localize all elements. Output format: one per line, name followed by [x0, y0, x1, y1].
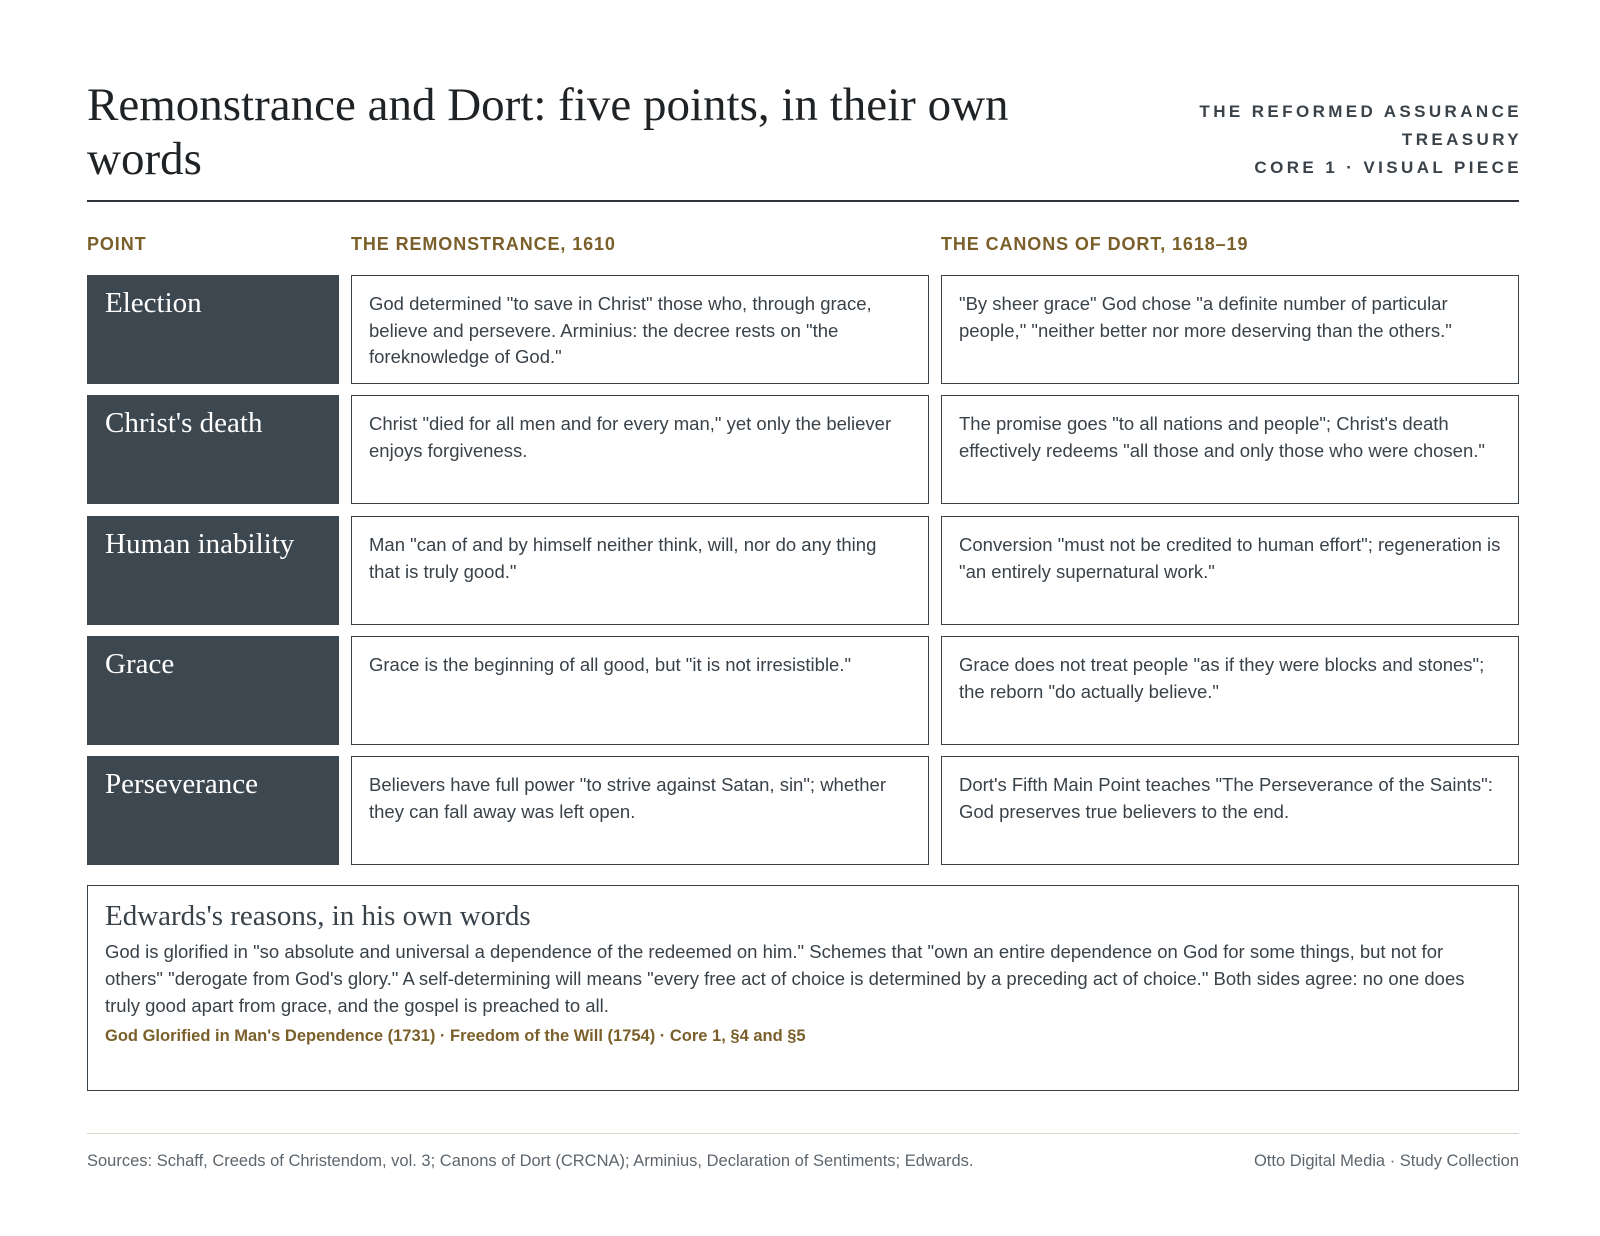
remonstrance-cell: Grace is the beginning of all good, but "it is not irresistible."	[351, 636, 929, 745]
dort-cell: Grace does not treat people "as if they were blocks and stones"; the reborn "do actually believe."	[941, 636, 1519, 745]
point-label: Christ's death	[105, 407, 263, 439]
point-cell	[87, 395, 339, 504]
remonstrance-cell: Man "can of and by himself neither think, will, nor do any thing that is truly good."	[351, 516, 929, 625]
brand-block	[1099, 98, 1522, 182]
point-label: Election	[105, 287, 202, 319]
point-label: Grace	[105, 648, 175, 680]
edwards-summary-box	[87, 885, 1519, 1091]
comparison-row-christs-death	[87, 395, 1519, 504]
page-header	[87, 72, 1522, 202]
edwards-body: God is glorified in "so absolute and universal a dependence of the redeemed on him." Schemes that "own an entire dependence on God for some things, but not for others" "derogate from God's glory." A self-determining will means "every free act of choice is determined by a preceding act of choice." Both sides agree: no one does truly good apart from grace, and the gospel is preached to all.	[105, 941, 1465, 1016]
point-label: Human inability	[105, 528, 295, 560]
brand-name-line-2: TREASURY	[1401, 130, 1522, 149]
edwards-title: Edwards's reasons, in his own words	[105, 900, 531, 932]
comparison-row-human-inability	[87, 516, 1519, 625]
page	[87, 0, 1522, 1236]
brand-name-line-1: THE REFORMED ASSURANCE	[1199, 102, 1522, 121]
column-header-dort: THE CANONS OF DORT, 1618–19	[941, 234, 1249, 254]
column-header-remonstrance: THE REMONSTRANCE, 1610	[351, 234, 616, 254]
footer-divider	[87, 1133, 1519, 1134]
dort-cell: Dort's Fifth Main Point teaches "The Perseverance of the Saints": God preserves true believers to the end.	[941, 756, 1519, 865]
remonstrance-cell: God determined "to save in Christ" those who, through grace, believe and persevere. Arminius: the decree rests on "the foreknowledge of God."	[351, 275, 929, 384]
point-cell	[87, 756, 339, 865]
dort-cell: Conversion "must not be credited to human effort"; regeneration is "an entirely supernatural work."	[941, 516, 1519, 625]
remonstrance-cell: Christ "died for all men and for every man," yet only the believer enjoys forgiveness.	[351, 395, 929, 504]
remonstrance-cell: Believers have full power "to strive against Satan, sin"; whether they can fall away was left open.	[351, 756, 929, 865]
comparison-row-election	[87, 275, 1519, 384]
footer-credit: Otto Digital Media · Study Collection	[1253, 1152, 1519, 1170]
point-cell	[87, 636, 339, 745]
comparison-row-grace	[87, 636, 1519, 745]
dort-cell: "By sheer grace" God chose "a definite number of particular people," "neither better nor more deserving than the others."	[941, 275, 1519, 384]
footer-sources: Sources: Schaff, Creeds of Christendom, vol. 3; Canons of Dort (CRCNA); Arminius, Declaration of Sentiments; Edwards.	[87, 1152, 974, 1170]
point-cell	[87, 516, 339, 625]
column-header-point: POINT	[87, 234, 147, 254]
page-title: Remonstrance and Dort: five points, in their own words	[87, 79, 1009, 185]
brand-subtitle: CORE 1 · VISUAL PIECE	[1254, 158, 1522, 177]
comparison-row-perseverance	[87, 756, 1519, 865]
edwards-citation: God Glorified in Man's Dependence (1731) · Freedom of the Will (1754) · Core 1, §4 and §5	[105, 1027, 806, 1045]
point-label: Perseverance	[105, 768, 258, 800]
point-cell	[87, 275, 339, 384]
dort-cell: The promise goes "to all nations and people"; Christ's death effectively redeems "all those and only those who were chosen."	[941, 395, 1519, 504]
